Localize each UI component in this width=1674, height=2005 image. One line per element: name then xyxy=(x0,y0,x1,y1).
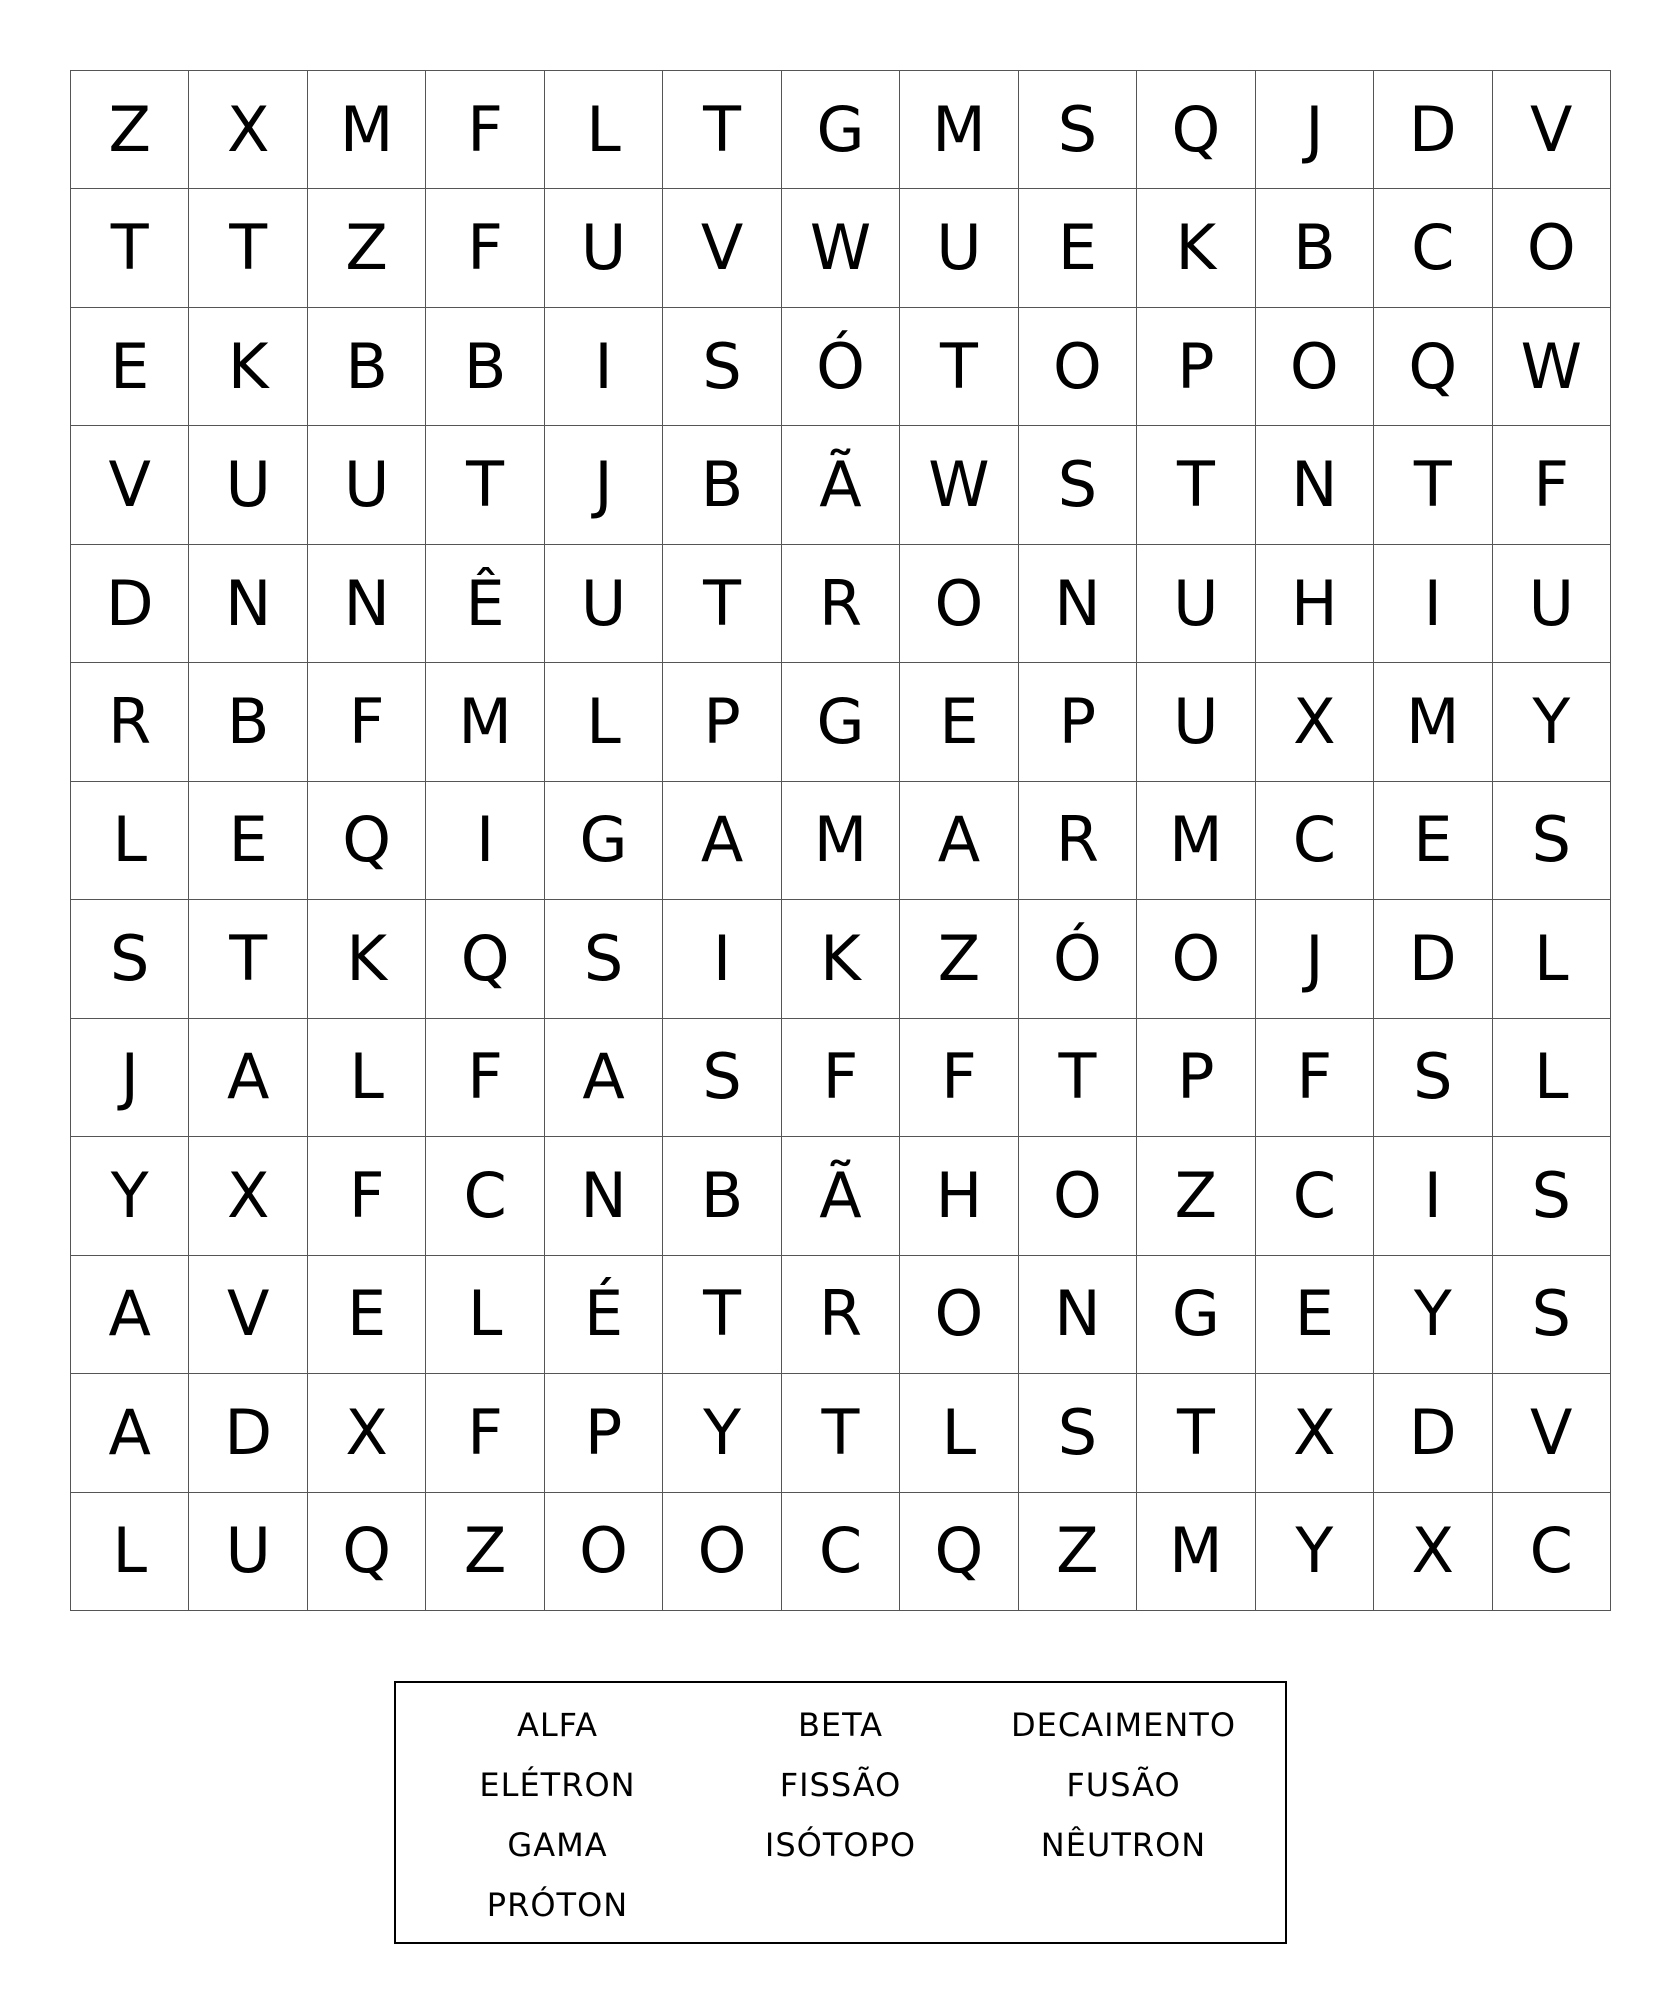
grid-cell[interactable]: O xyxy=(1137,900,1255,1018)
grid-cell[interactable]: X xyxy=(1256,663,1374,781)
grid-cell[interactable]: K xyxy=(189,308,307,426)
grid-cell[interactable]: Y xyxy=(1374,1256,1492,1374)
grid-cell[interactable]: R xyxy=(71,663,189,781)
grid-cell[interactable]: N xyxy=(308,545,426,663)
grid-cell[interactable]: L xyxy=(1493,1019,1611,1137)
grid-cell[interactable]: E xyxy=(308,1256,426,1374)
grid-cell[interactable]: U xyxy=(1137,663,1255,781)
grid-cell[interactable]: L xyxy=(71,1493,189,1611)
grid-cell[interactable]: Z xyxy=(71,71,189,189)
grid-cell[interactable]: N xyxy=(1256,426,1374,544)
grid-cell[interactable]: L xyxy=(545,71,663,189)
grid-cell[interactable]: J xyxy=(71,1019,189,1137)
grid-cell[interactable]: D xyxy=(1374,1374,1492,1492)
grid-cell[interactable]: B xyxy=(1256,189,1374,307)
grid-cell[interactable]: W xyxy=(1493,308,1611,426)
grid-cell[interactable]: M xyxy=(308,71,426,189)
grid-cell[interactable]: U xyxy=(545,189,663,307)
grid-cell[interactable]: U xyxy=(900,189,1018,307)
grid-cell[interactable]: T xyxy=(1019,1019,1137,1137)
grid-cell[interactable]: A xyxy=(663,782,781,900)
grid-cell[interactable]: I xyxy=(426,782,544,900)
grid-cell[interactable]: O xyxy=(1256,308,1374,426)
grid-cell[interactable]: S xyxy=(1019,71,1137,189)
grid-cell[interactable]: M xyxy=(1374,663,1492,781)
grid-cell[interactable]: B xyxy=(663,426,781,544)
grid-cell[interactable]: U xyxy=(1493,545,1611,663)
grid-cell[interactable]: O xyxy=(1019,1137,1137,1255)
grid-cell[interactable]: F xyxy=(426,71,544,189)
word-list-item: DECAIMENTO xyxy=(1010,1706,1237,1744)
grid-cell[interactable]: L xyxy=(426,1256,544,1374)
grid-cell[interactable]: C xyxy=(426,1137,544,1255)
grid-cell[interactable]: F xyxy=(426,1019,544,1137)
grid-cell[interactable]: T xyxy=(1137,426,1255,544)
grid-cell[interactable]: F xyxy=(782,1019,900,1137)
grid-cell[interactable]: L xyxy=(900,1374,1018,1492)
grid-cell[interactable]: P xyxy=(1019,663,1137,781)
grid-cell[interactable]: I xyxy=(545,308,663,426)
grid-cell[interactable]: I xyxy=(663,900,781,1018)
grid-cell[interactable]: S xyxy=(1019,426,1137,544)
grid-cell[interactable]: O xyxy=(900,545,1018,663)
grid-cell[interactable]: N xyxy=(545,1137,663,1255)
grid-cell[interactable]: S xyxy=(663,1019,781,1137)
grid-cell[interactable]: Ê xyxy=(426,545,544,663)
grid-cell[interactable]: V xyxy=(71,426,189,544)
grid-cell[interactable]: Q xyxy=(426,900,544,1018)
word-list-item: GAMA xyxy=(507,1826,608,1864)
grid-cell[interactable]: É xyxy=(545,1256,663,1374)
grid-cell[interactable]: O xyxy=(1493,189,1611,307)
grid-cell[interactable]: B xyxy=(308,308,426,426)
grid-cell[interactable]: A xyxy=(71,1256,189,1374)
grid-cell[interactable]: K xyxy=(782,900,900,1018)
grid-cell[interactable]: Q xyxy=(308,1493,426,1611)
grid-cell[interactable]: L xyxy=(308,1019,426,1137)
grid-cell[interactable]: A xyxy=(900,782,1018,900)
grid-cell[interactable]: M xyxy=(900,71,1018,189)
grid-cell[interactable]: T xyxy=(900,308,1018,426)
grid-cell[interactable]: F xyxy=(900,1019,1018,1137)
grid-cell[interactable]: T xyxy=(71,189,189,307)
grid-cell[interactable]: D xyxy=(189,1374,307,1492)
grid-cell[interactable]: Z xyxy=(308,189,426,307)
grid-cell[interactable]: X xyxy=(189,71,307,189)
grid-cell[interactable]: K xyxy=(1137,189,1255,307)
grid-cell[interactable]: J xyxy=(545,426,663,544)
grid-cell[interactable]: U xyxy=(1137,545,1255,663)
grid-cell[interactable]: S xyxy=(1374,1019,1492,1137)
grid-cell[interactable]: P xyxy=(663,663,781,781)
grid-cell[interactable]: V xyxy=(189,1256,307,1374)
grid-cell[interactable]: Z xyxy=(1137,1137,1255,1255)
grid-cell[interactable]: W xyxy=(900,426,1018,544)
grid-cell[interactable]: Y xyxy=(71,1137,189,1255)
grid-cell[interactable]: S xyxy=(1019,1374,1137,1492)
grid-cell[interactable]: O xyxy=(663,1493,781,1611)
grid-cell[interactable]: B xyxy=(663,1137,781,1255)
grid-cell[interactable]: X xyxy=(189,1137,307,1255)
grid-cell[interactable]: X xyxy=(1256,1374,1374,1492)
grid-cell[interactable]: C xyxy=(1256,782,1374,900)
grid-cell[interactable]: U xyxy=(189,1493,307,1611)
grid-cell[interactable]: M xyxy=(1137,782,1255,900)
grid-cell[interactable]: O xyxy=(900,1256,1018,1374)
grid-cell[interactable]: P xyxy=(1137,1019,1255,1137)
grid-cell[interactable]: F xyxy=(308,663,426,781)
word-list-item: ALFA xyxy=(516,1706,599,1744)
grid-cell[interactable]: L xyxy=(545,663,663,781)
grid-cell[interactable]: U xyxy=(308,426,426,544)
grid-cell[interactable]: G xyxy=(782,71,900,189)
grid-cell[interactable]: D xyxy=(1374,71,1492,189)
grid-cell[interactable]: P xyxy=(1137,308,1255,426)
grid-cell[interactable]: C xyxy=(1256,1137,1374,1255)
grid-cell[interactable]: T xyxy=(663,545,781,663)
grid-cell[interactable]: V xyxy=(1493,1374,1611,1492)
grid-cell[interactable]: A xyxy=(189,1019,307,1137)
grid-cell[interactable]: M xyxy=(426,663,544,781)
grid-cell[interactable]: H xyxy=(900,1137,1018,1255)
word-list-item: ELÉTRON xyxy=(479,1766,636,1804)
grid-cell[interactable]: F xyxy=(1256,1019,1374,1137)
grid-cell[interactable]: O xyxy=(1019,308,1137,426)
grid-cell[interactable]: N xyxy=(189,545,307,663)
grid-cell[interactable]: E xyxy=(900,663,1018,781)
grid-cell[interactable]: B xyxy=(189,663,307,781)
grid-cell[interactable]: F xyxy=(308,1137,426,1255)
grid-cell[interactable]: S xyxy=(663,308,781,426)
grid-cell[interactable]: R xyxy=(1019,782,1137,900)
grid-cell[interactable]: E xyxy=(71,308,189,426)
grid-cell[interactable]: R xyxy=(782,545,900,663)
grid-cell[interactable]: Y xyxy=(1493,663,1611,781)
letter-grid xyxy=(70,70,1611,1611)
grid-cell[interactable]: T xyxy=(189,189,307,307)
grid-cell[interactable]: V xyxy=(663,189,781,307)
grid-cell[interactable]: S xyxy=(71,900,189,1018)
grid-cell[interactable]: W xyxy=(782,189,900,307)
grid-cell[interactable]: G xyxy=(1137,1256,1255,1374)
grid-cell[interactable]: N xyxy=(1019,545,1137,663)
grid-cell[interactable]: A xyxy=(545,1019,663,1137)
grid-cell[interactable]: S xyxy=(1493,1137,1611,1255)
grid-cell[interactable]: K xyxy=(308,900,426,1018)
grid-cell[interactable]: P xyxy=(545,1374,663,1492)
grid-cell[interactable]: Q xyxy=(308,782,426,900)
grid-cell[interactable]: M xyxy=(782,782,900,900)
grid-cell[interactable]: T xyxy=(663,71,781,189)
grid-cell[interactable]: N xyxy=(1019,1256,1137,1374)
grid-cell[interactable]: Y xyxy=(663,1374,781,1492)
grid-cell[interactable]: O xyxy=(545,1493,663,1611)
grid-cell[interactable]: J xyxy=(1256,900,1374,1018)
grid-cell[interactable]: Ã xyxy=(782,1137,900,1255)
grid-cell[interactable]: S xyxy=(1493,782,1611,900)
grid-cell[interactable]: I xyxy=(1374,1137,1492,1255)
grid-cell[interactable]: S xyxy=(1493,1256,1611,1374)
grid-cell[interactable]: F xyxy=(426,1374,544,1492)
grid-cell[interactable]: C xyxy=(1493,1493,1611,1611)
grid-cell[interactable]: E xyxy=(189,782,307,900)
grid-cell[interactable]: L xyxy=(71,782,189,900)
word-list-item: NÊUTRON xyxy=(1040,1826,1207,1864)
grid-cell[interactable]: E xyxy=(1019,189,1137,307)
grid-cell[interactable]: J xyxy=(1256,71,1374,189)
grid-cell[interactable]: G xyxy=(782,663,900,781)
grid-cell[interactable]: D xyxy=(1374,900,1492,1018)
grid-cell[interactable]: C xyxy=(1374,189,1492,307)
grid-cell[interactable]: U xyxy=(189,426,307,544)
grid-cell[interactable]: U xyxy=(545,545,663,663)
grid-cell[interactable]: R xyxy=(782,1256,900,1374)
grid-cell[interactable]: L xyxy=(1493,900,1611,1018)
grid-cell[interactable]: F xyxy=(426,189,544,307)
grid-cell[interactable]: A xyxy=(71,1374,189,1492)
word-list-item: FUSÃO xyxy=(1066,1766,1181,1804)
grid-cell[interactable]: Q xyxy=(900,1493,1018,1611)
grid-cell[interactable]: Q xyxy=(1374,308,1492,426)
grid-cell[interactable]: Z xyxy=(426,1493,544,1611)
grid-cell[interactable]: B xyxy=(426,308,544,426)
grid-cell[interactable]: E xyxy=(1256,1256,1374,1374)
grid-cell[interactable]: V xyxy=(1493,71,1611,189)
grid-cell[interactable]: F xyxy=(1493,426,1611,544)
word-list xyxy=(394,1681,1287,1944)
grid-cell[interactable]: S xyxy=(545,900,663,1018)
grid-cell[interactable]: H xyxy=(1256,545,1374,663)
grid-cell[interactable]: Y xyxy=(1256,1493,1374,1611)
grid-cell[interactable]: Ó xyxy=(782,308,900,426)
word-list-item: BETA xyxy=(797,1706,884,1744)
grid-cell[interactable]: T xyxy=(663,1256,781,1374)
grid-cell[interactable]: E xyxy=(1374,782,1492,900)
grid-cell[interactable]: T xyxy=(1137,1374,1255,1492)
grid-cell[interactable]: Ó xyxy=(1019,900,1137,1018)
grid-cell[interactable]: T xyxy=(1374,426,1492,544)
grid-cell[interactable]: I xyxy=(1374,545,1492,663)
grid-cell[interactable]: Z xyxy=(1019,1493,1137,1611)
grid-cell[interactable]: M xyxy=(1137,1493,1255,1611)
word-list-item: PRÓTON xyxy=(486,1886,629,1924)
grid-cell[interactable]: C xyxy=(782,1493,900,1611)
grid-cell[interactable]: X xyxy=(308,1374,426,1492)
word-list-item: ISÓTOPO xyxy=(764,1826,917,1864)
grid-cell[interactable]: T xyxy=(426,426,544,544)
grid-cell[interactable]: D xyxy=(71,545,189,663)
grid-cell[interactable]: Z xyxy=(900,900,1018,1018)
grid-cell[interactable]: T xyxy=(782,1374,900,1492)
grid-cell[interactable]: Q xyxy=(1137,71,1255,189)
word-list-item: FISSÃO xyxy=(779,1766,902,1804)
grid-cell[interactable]: X xyxy=(1374,1493,1492,1611)
grid-cell[interactable]: Ã xyxy=(782,426,900,544)
grid-cell[interactable]: T xyxy=(189,900,307,1018)
grid-cell[interactable]: G xyxy=(545,782,663,900)
